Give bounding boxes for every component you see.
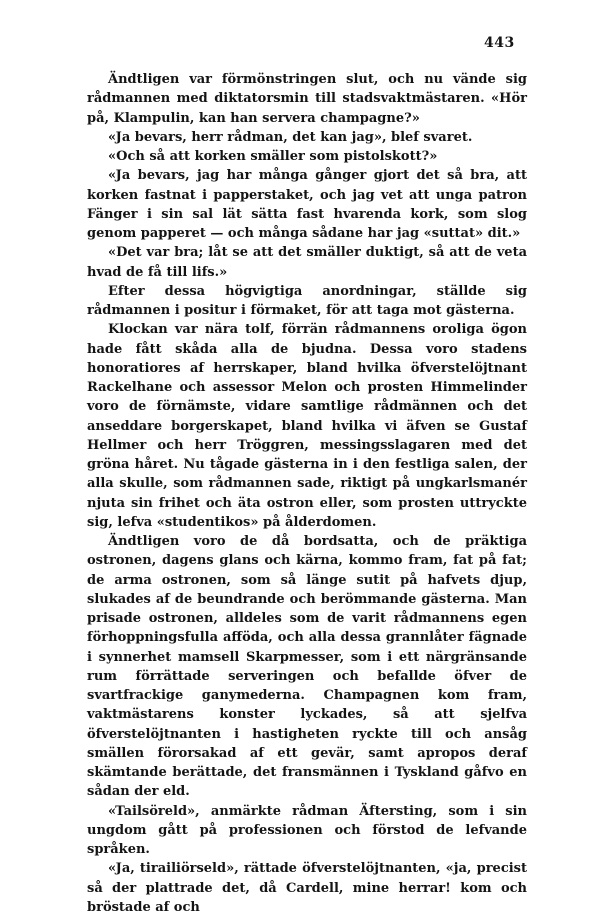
page-text-body [87,70,527,917]
paragraph: «Ja bevars, jag har många gånger gjort det så bra, att korken fastnat i papperstaket, och jag vet att unga patron Fänger i sin sal lät sätta fast hvarenda kork, som slog genom papperet — och många sådane har jag «suttat» dit.» [87,168,527,241]
paragraph: «Ja bevars, herr rådman, det kan jag», blef svaret. [108,129,473,145]
paragraph: Ändtligen voro de då bordsatta, och de präktiga ostronen, dagens glans och kärna, kommo fram, fat på fat; de arma ostronen, som så länge sutit på hafvets djup, slukades af de beundrande och berömmande gästerna. Man prisade ostronen, alldeles som de varit rådmannens egen förhoppningsfulla afföda, och alla dessa grannlåter fägnade i synnerhet mamsell Skarpmesser, som i ett närgränsande rum förrättade serveringen och befallde öfver de svartfrackige ganymederna. Champagnen kom fram, vaktmästarens konster lyckades, så att sjelfva öfverstelöjtnanten i hastigheten ryckte till och ansåg smällen förorsakad af ett gevär, samt apropos deraf skämtande berättade, det fransmännen i Tyskland gåfvo en sådan der eld. [87,534,527,800]
paragraph: Ändtligen var förmönstringen slut, och nu vände sig rådmannen med diktatorsmin till stadsvaktmästaren. «Hör på, Klampulin, kan han servera champagne?» [87,72,527,126]
paragraph: «Och så att korken smäller som pistolskott?» [108,149,438,164]
page-number: 443 [484,35,515,51]
paragraph: «Tailsöreld», anmärkte rådman Äftersting, som i sin ungdom gått på professionen och förstod de lefvande språken. [87,803,527,857]
paragraph: «Ja, tirailiörseld», rättade öfverstelöjtnanten, «ja, precist så der plattrade det, då Cardell, mine herrar! kom och bröstade af och [87,861,527,915]
paragraph: Efter dessa högvigtiga anordningar, ställde sig rådmannen i positur i förmaket, för att taga mot gästerna. [87,283,527,318]
paragraph: «Det var bra; låt se att det smäller duktigt, så att de veta hvad de få till lifs.» [87,245,527,280]
paragraph: Klockan var nära tolf, förrän rådmannens oroliga ögon hade fått skåda alla de bjudna. Dessa voro stadens honoratiores af herrskaper, bland hvilka öfverstelöjtnant Rackelhane och assessor Melon och prosten Himmelinder voro de förnämste, vidare samtlige rådmännen och det anseddare borgerskapet, bland hvilka vi äfven se Gustaf Hellmer och herr Tröggren, messingsslagaren med det gröna håret. Nu tågade gästerna in i den festliga salen, der alla skulle, som rådmannen sade, riktigt på ungkarlsmanér njuta sin frihet och äta ostron eller, som prosten uttryckte sig, lefva «studentikos» på ålderdomen. [87,322,527,530]
